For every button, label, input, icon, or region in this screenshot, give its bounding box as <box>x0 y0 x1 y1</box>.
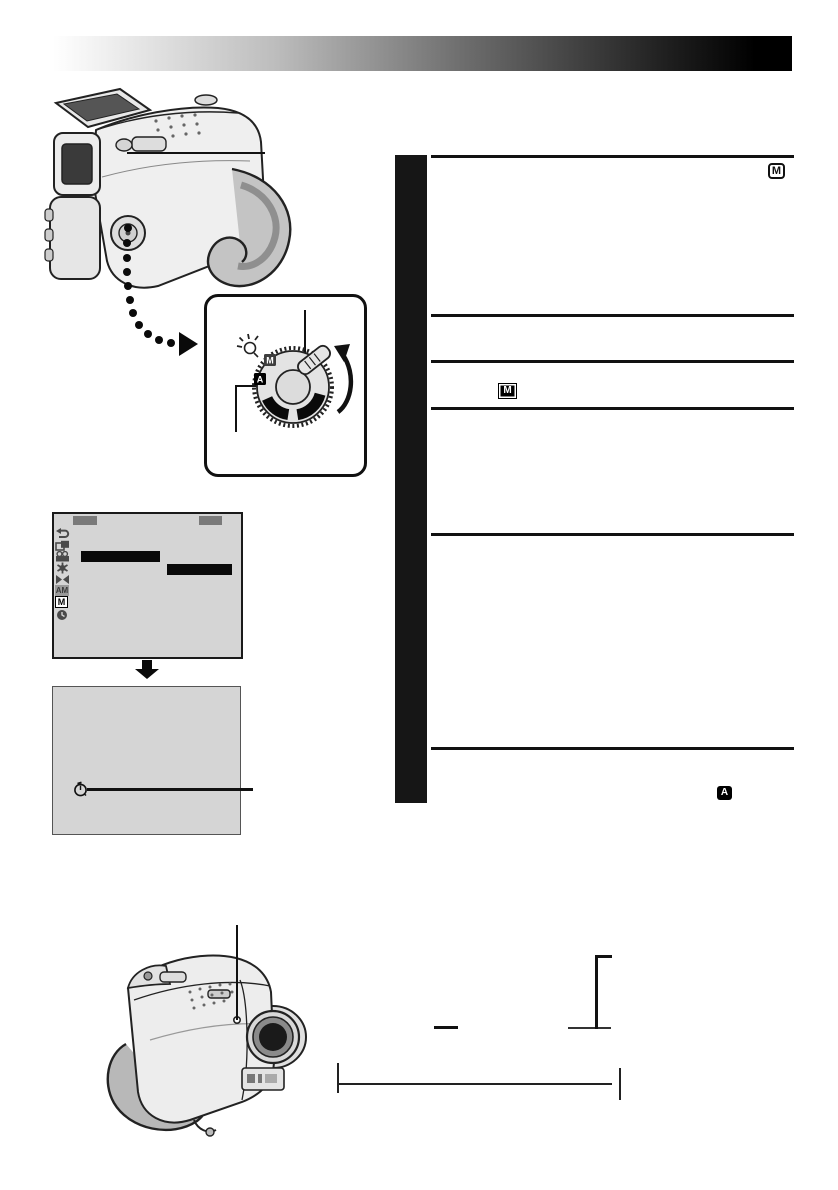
dotted-trail <box>100 215 210 365</box>
down-arrow <box>135 660 159 680</box>
menu-item-bar-2 <box>167 564 232 575</box>
lens-glass <box>259 1023 287 1051</box>
top-switch <box>160 972 186 982</box>
dimension-line <box>338 1083 612 1085</box>
bulb-icon <box>237 334 258 357</box>
rule-1 <box>431 155 794 158</box>
callout-line-top <box>127 152 265 154</box>
menu-icon-m-mode-selected: M <box>55 596 68 608</box>
section-sidebar <box>395 155 427 803</box>
camcorder-front-illustration <box>90 940 340 1190</box>
rule-6 <box>431 747 794 750</box>
menu-icon-camera <box>55 551 70 562</box>
top-control <box>195 95 217 105</box>
m-mode-badge-inverse: M <box>498 383 517 399</box>
side-panel <box>50 197 100 279</box>
menu-icon-clock <box>55 609 70 621</box>
callout-line-lamp <box>236 925 238 1020</box>
zoom-control <box>132 137 166 151</box>
gradient-title-bar <box>53 36 792 71</box>
dimension-tick-left <box>337 1063 339 1093</box>
menu-header-bar-right <box>199 516 222 525</box>
rotate-arrow <box>338 355 351 412</box>
dial-center-button <box>276 370 310 404</box>
bracket-top <box>595 955 612 958</box>
trail-arrowhead <box>179 332 198 356</box>
bracket-vertical <box>595 955 598 1029</box>
dial-a-label: A <box>256 374 264 385</box>
menu-icon-am-mode: AM <box>55 586 69 595</box>
dial-m-label: M <box>266 355 274 366</box>
menu-header-bar-left <box>73 516 97 525</box>
menu-screen <box>52 512 243 659</box>
menu-icon-dub <box>55 540 70 551</box>
display-screen <box>52 686 241 835</box>
menu-icon-return-arrow <box>55 528 70 539</box>
menu-icon-gear <box>55 562 70 574</box>
dimension-tick-right <box>619 1068 621 1100</box>
rule-2 <box>431 314 794 317</box>
m-mode-badge-outline: M <box>768 163 785 179</box>
menu-item-bar-1 <box>81 551 160 562</box>
rule-5 <box>431 533 794 536</box>
thin-line-mark <box>568 1027 611 1029</box>
rule-4 <box>431 407 794 410</box>
thick-underline-mark <box>434 1026 458 1029</box>
self-timer-callout-line <box>87 788 253 791</box>
a-mode-badge-inverse: A <box>717 786 732 800</box>
power-dial-detail <box>204 294 361 471</box>
menu-icon-fader <box>55 574 70 585</box>
rule-3 <box>431 360 794 363</box>
